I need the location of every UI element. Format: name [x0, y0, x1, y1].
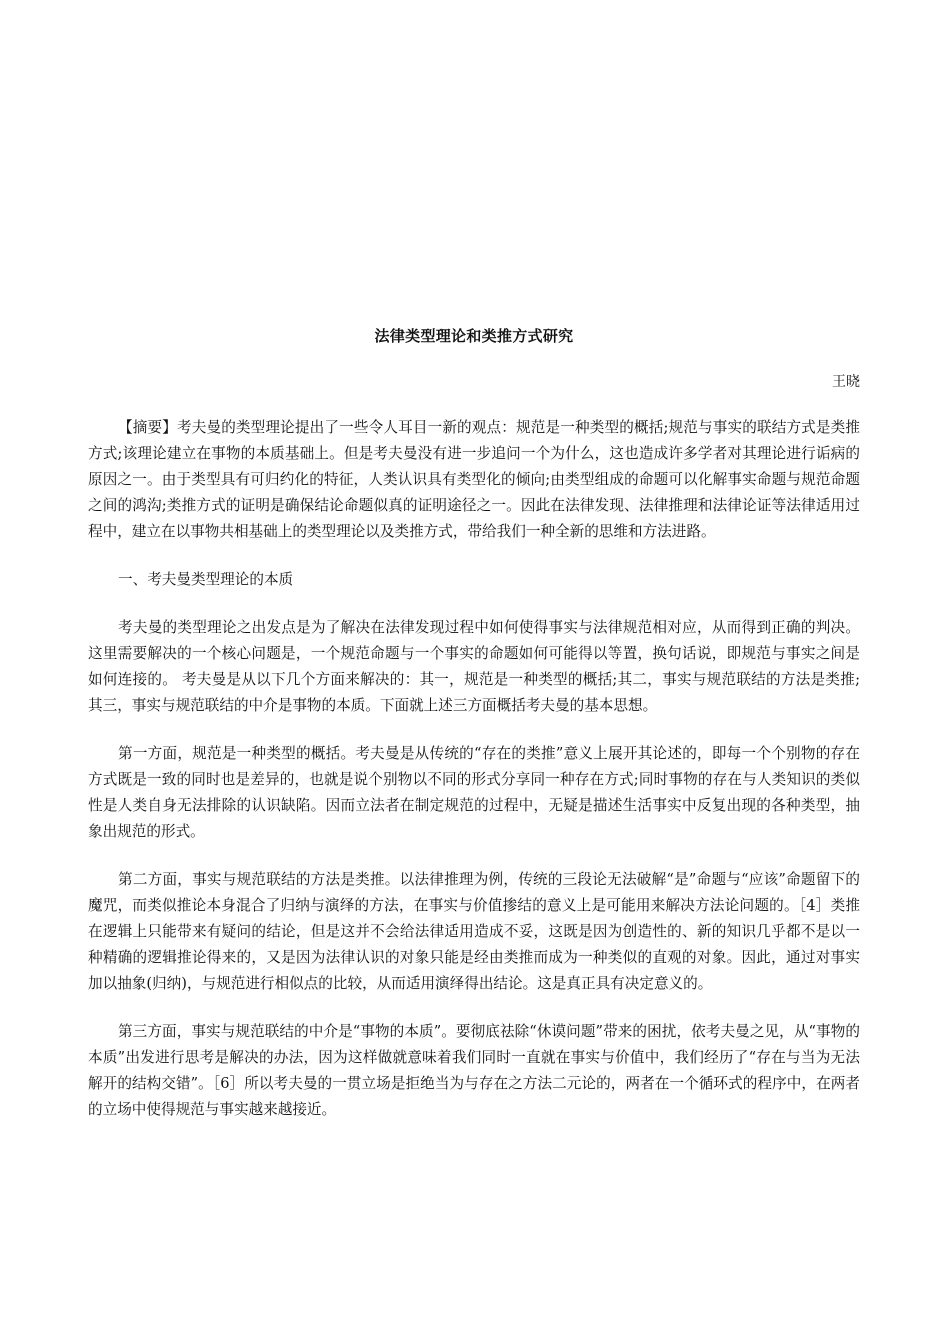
document-title: 法律类型理论和类推方式研究 — [374, 327, 574, 345]
body-paragraph-3: 第二方面，事实与规范联结的方法是类推。以法律推理为例，传统的三段论无法破解“是”命题与“应该”命题留下的魔咒，而类似推论本身混合了归纳与演绎的方法，在事实与价值掺结的意义上是可能用来解决方法论问题的。［4］类推在逻辑上只能带来有疑问的结论，但是这并不会给法律适用造成不妥，这既是因为创造性的、新的知识几乎都不是以一种精确的逻辑推论得来的，又是因为法律认识的对象只能是经由类推而成为一种类似的直观的对象。因此，通过对事实加以抽象(归纳)，与规范进行相似点的比较，从而适用演绎得出结论。这是真正具有决定意义的。 — [88, 871, 860, 992]
section-heading: 一、考夫曼类型理论的本质 — [118, 571, 294, 588]
author-name: 王晓 — [832, 374, 860, 390]
body-paragraph-2: 第一方面，规范是一种类型的概括。考夫曼是从传统的“存在的类推”意义上展开其论述的，即每一个个别物的存在方式既是一致的同时也是差异的，也就是说个别物以不同的形式分享同一种存在方式;同时事物的存在与人类知识的类似性是人类自身无法排除的认识缺陷。因而立法者在制定规范的过程中，无疑是描述生活事实中反复出现的各种类型，抽象出规范的形式。 — [88, 745, 860, 840]
document-body — [88, 415, 860, 1145]
abstract-paragraph: 【摘要】考夫曼的类型理论提出了一些令人耳目一新的观点：规范是一种类型的概括;规范与事实的联结方式是类推方式;该理论建立在事物的本质基础上。但是考夫曼没有进一步追问一个为什么，这也造成许多学者对其理论进行诟病的原因之一。由于类型具有可归约化的特征，人类认识具有类型化的倾向;由类型组成的命题可以化解事实命题与规范命题之间的鸿沟;类推方式的证明是确保结论命题似真的证明途径之一。因此在法律发现、法律推理和法律论证等法律适用过程中，建立在以事物共相基础上的类型理论以及类推方式，带给我们一种全新的思维和方法进路。 — [88, 419, 860, 540]
body-paragraph-4: 第三方面，事实与规范联结的中介是“事物的本质”。要彻底祛除“休谟问题”带来的困扰，依考夫曼之见，从“事物的本质”出发进行思考是解决的办法，因为这样做就意味着我们同时一直就在事实与价值中，我们经历了“存在与当为无法解开的结构交错”。［6］所以考夫曼的一贯立场是拒绝当为与存在之方法二元论的，两者在一个循环式的程序中，在两者的立场中使得规范与事实越来越接近。 — [88, 1023, 860, 1118]
body-paragraph-1: 考夫曼的类型理论之出发点是为了解决在法律发现过程中如何使得事实与法律规范相对应，从而得到正确的判决。 这里需要解决的一个核心问题是，一个规范命题与一个事实的命题如何可能得以等置，换句话说，即规范与事实之间是如何连接的。 考夫曼是从以下几个方面来解决的：其一，规范是一种类型的概括;其二，事实与规范联结的方法是类推;其三，事实与规范联结的中介是事物的本质。下面就上述三方面概括考夫曼的基本思想。 — [88, 619, 860, 714]
document-page — [88, 0, 860, 1344]
